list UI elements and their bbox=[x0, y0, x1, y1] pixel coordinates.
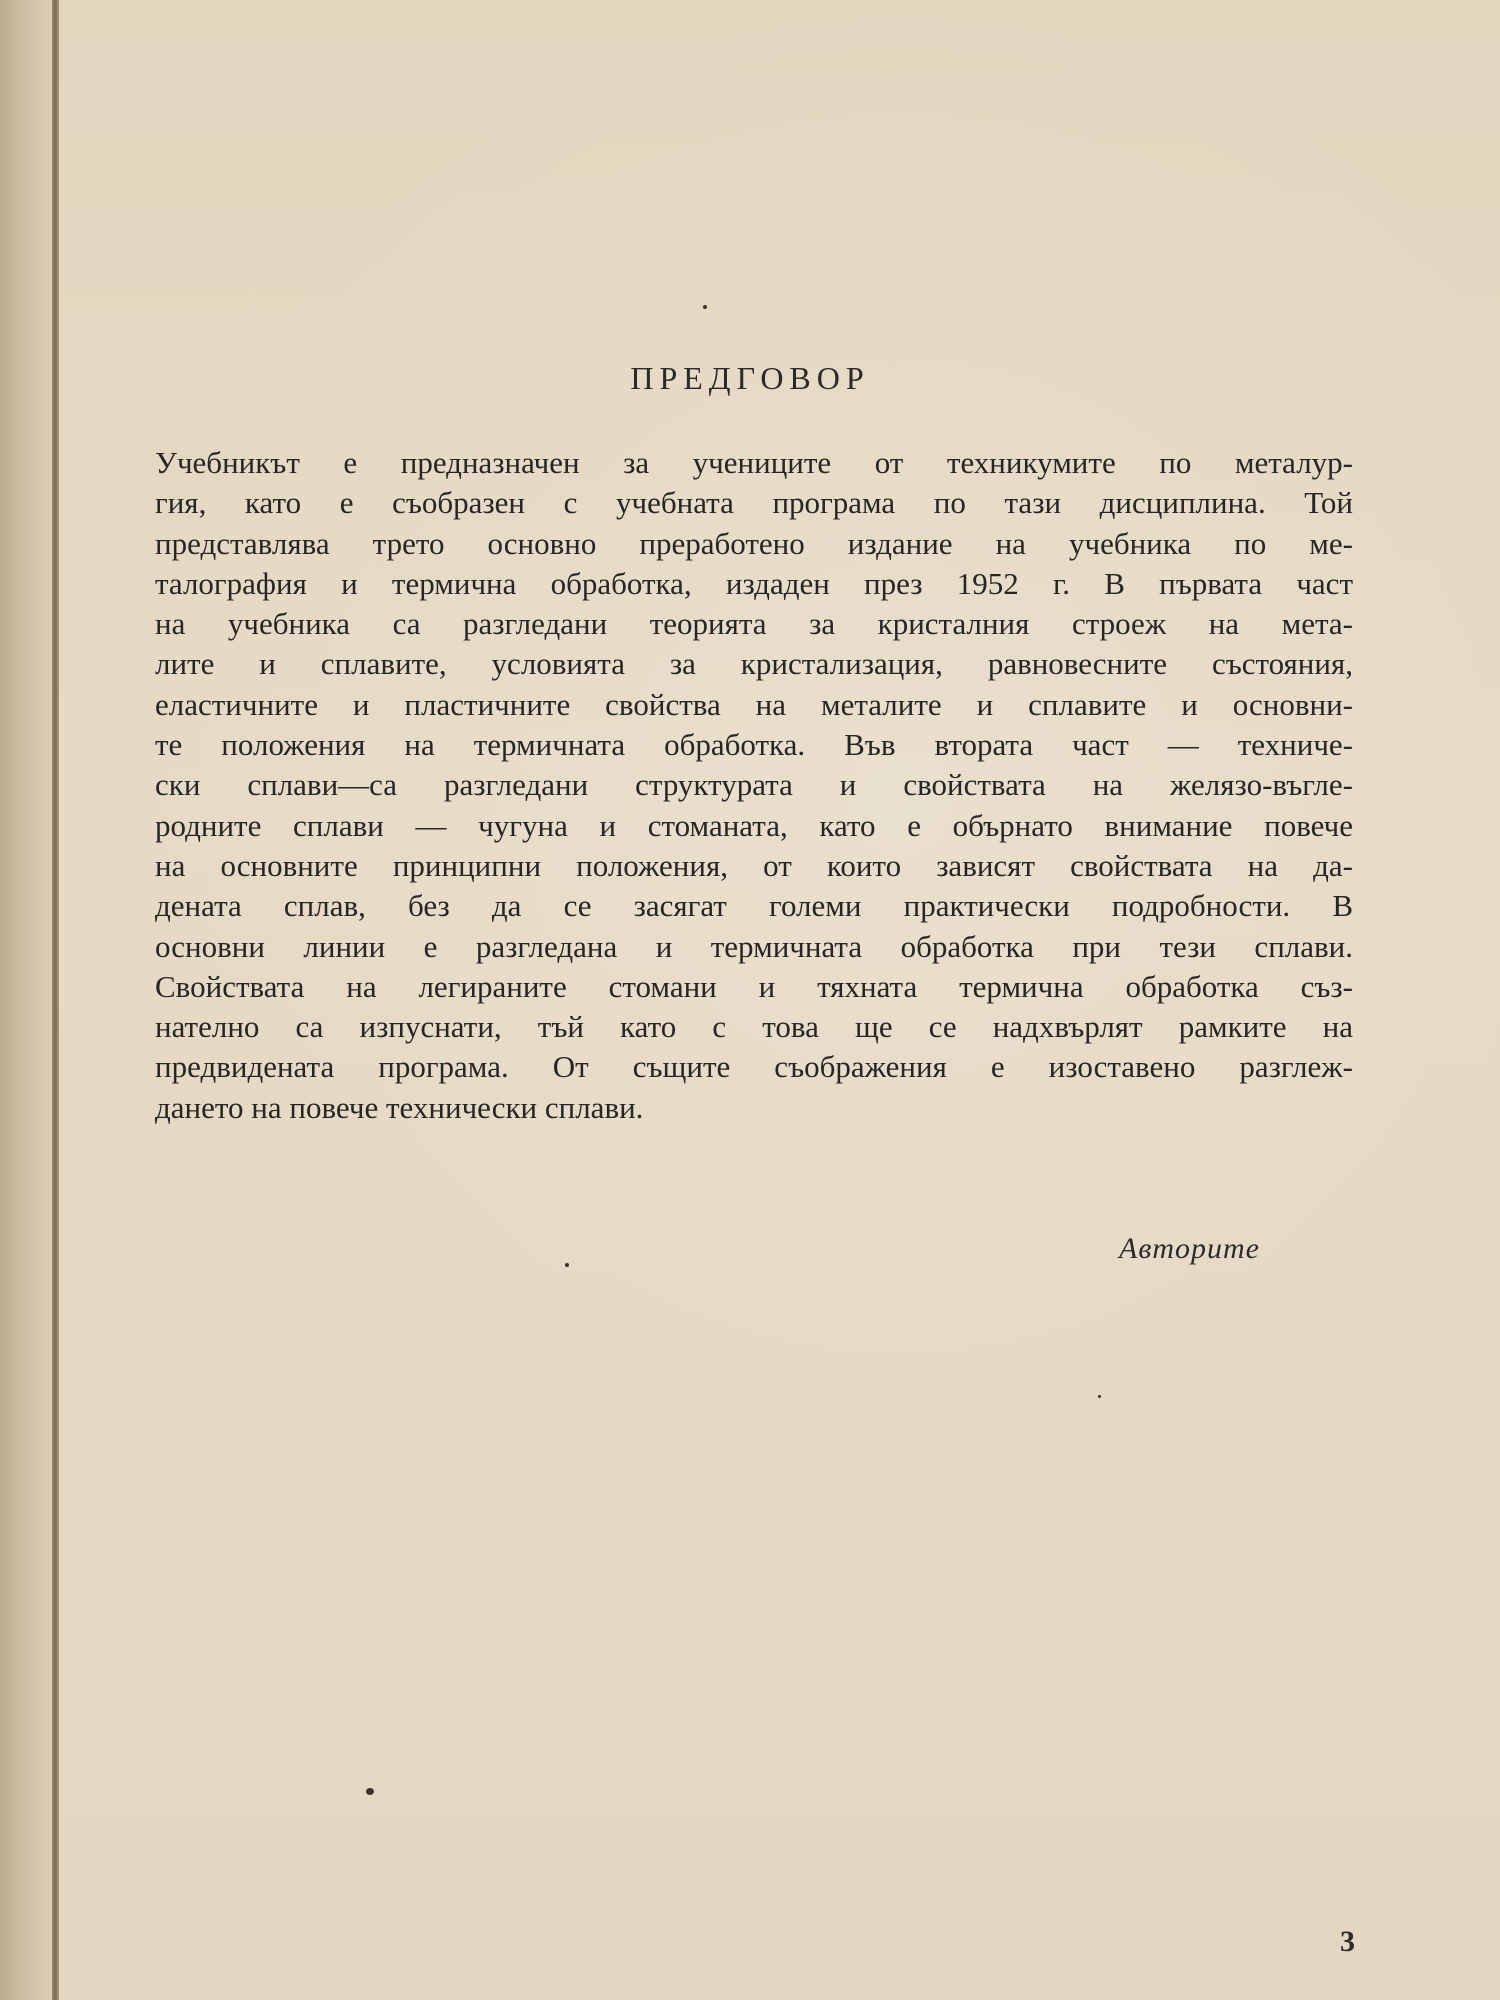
paper-speck bbox=[565, 1263, 569, 1267]
paragraph-line: нателно са изпуснати, тъй като с това ще се надхвърлят рамките на bbox=[155, 1009, 1353, 1045]
paragraph-line: талография и термична обработка, издаден през 1952 г. В първата част bbox=[155, 565, 1353, 601]
page-number: 3 bbox=[1340, 1925, 1355, 1958]
binding-edge bbox=[0, 0, 56, 2000]
preface-paragraph bbox=[155, 443, 1353, 1128]
gutter-line bbox=[52, 0, 59, 2000]
paragraph-line: представлява трето основно преработено издание на учебника по ме- bbox=[155, 525, 1353, 561]
paper-speck bbox=[1098, 1395, 1101, 1398]
paragraph-line: ски сплави—са разгледани структурата и свойствата на желязо-въгле- bbox=[155, 767, 1353, 803]
paragraph-line: дането на повече технически сплави. bbox=[155, 1089, 644, 1125]
paper-speck bbox=[703, 305, 707, 309]
paragraph-line: Учебникът е предназначен за учениците от техникумите по металур- bbox=[155, 445, 1353, 480]
paragraph-line: родните сплави — чугуна и стоманата, като е обърнато внимание повече bbox=[155, 807, 1353, 843]
paragraph-line: основни линии е разгледана и термичната обработка при тези сплави. bbox=[155, 928, 1353, 964]
paragraph-line: на основните принципни положения, от които зависят свойствата на да- bbox=[155, 847, 1353, 883]
paragraph-line: лите и сплавите, условията за кристализация, равновесните състояния, bbox=[155, 646, 1353, 682]
paragraph-line: предвидената програма. От същите съображения е изоставено разглеж- bbox=[155, 1049, 1353, 1085]
paragraph-line: еластичните и пластичните свойства на металите и сплавите и основни- bbox=[155, 686, 1353, 722]
paragraph-line: Свойствата на легираните стомани и тяхната термична обработка съз- bbox=[155, 968, 1353, 1004]
paragraph-line: дената сплав, без да се засягат големи практически подробности. В bbox=[155, 888, 1353, 924]
page-title: ПРЕДГОВОР bbox=[630, 360, 870, 396]
signature: Авторите bbox=[1119, 1232, 1260, 1265]
paragraph-line: гия, като е съобразен с учебната програма по тази дисциплина. Той bbox=[155, 485, 1353, 521]
paragraph-line: те положения на термичната обработка. Във втората част — техниче- bbox=[155, 727, 1353, 763]
paper-speck bbox=[366, 1788, 374, 1795]
paragraph-line: на учебника са разгледани теорията за кристалния строеж на мета- bbox=[155, 606, 1353, 642]
